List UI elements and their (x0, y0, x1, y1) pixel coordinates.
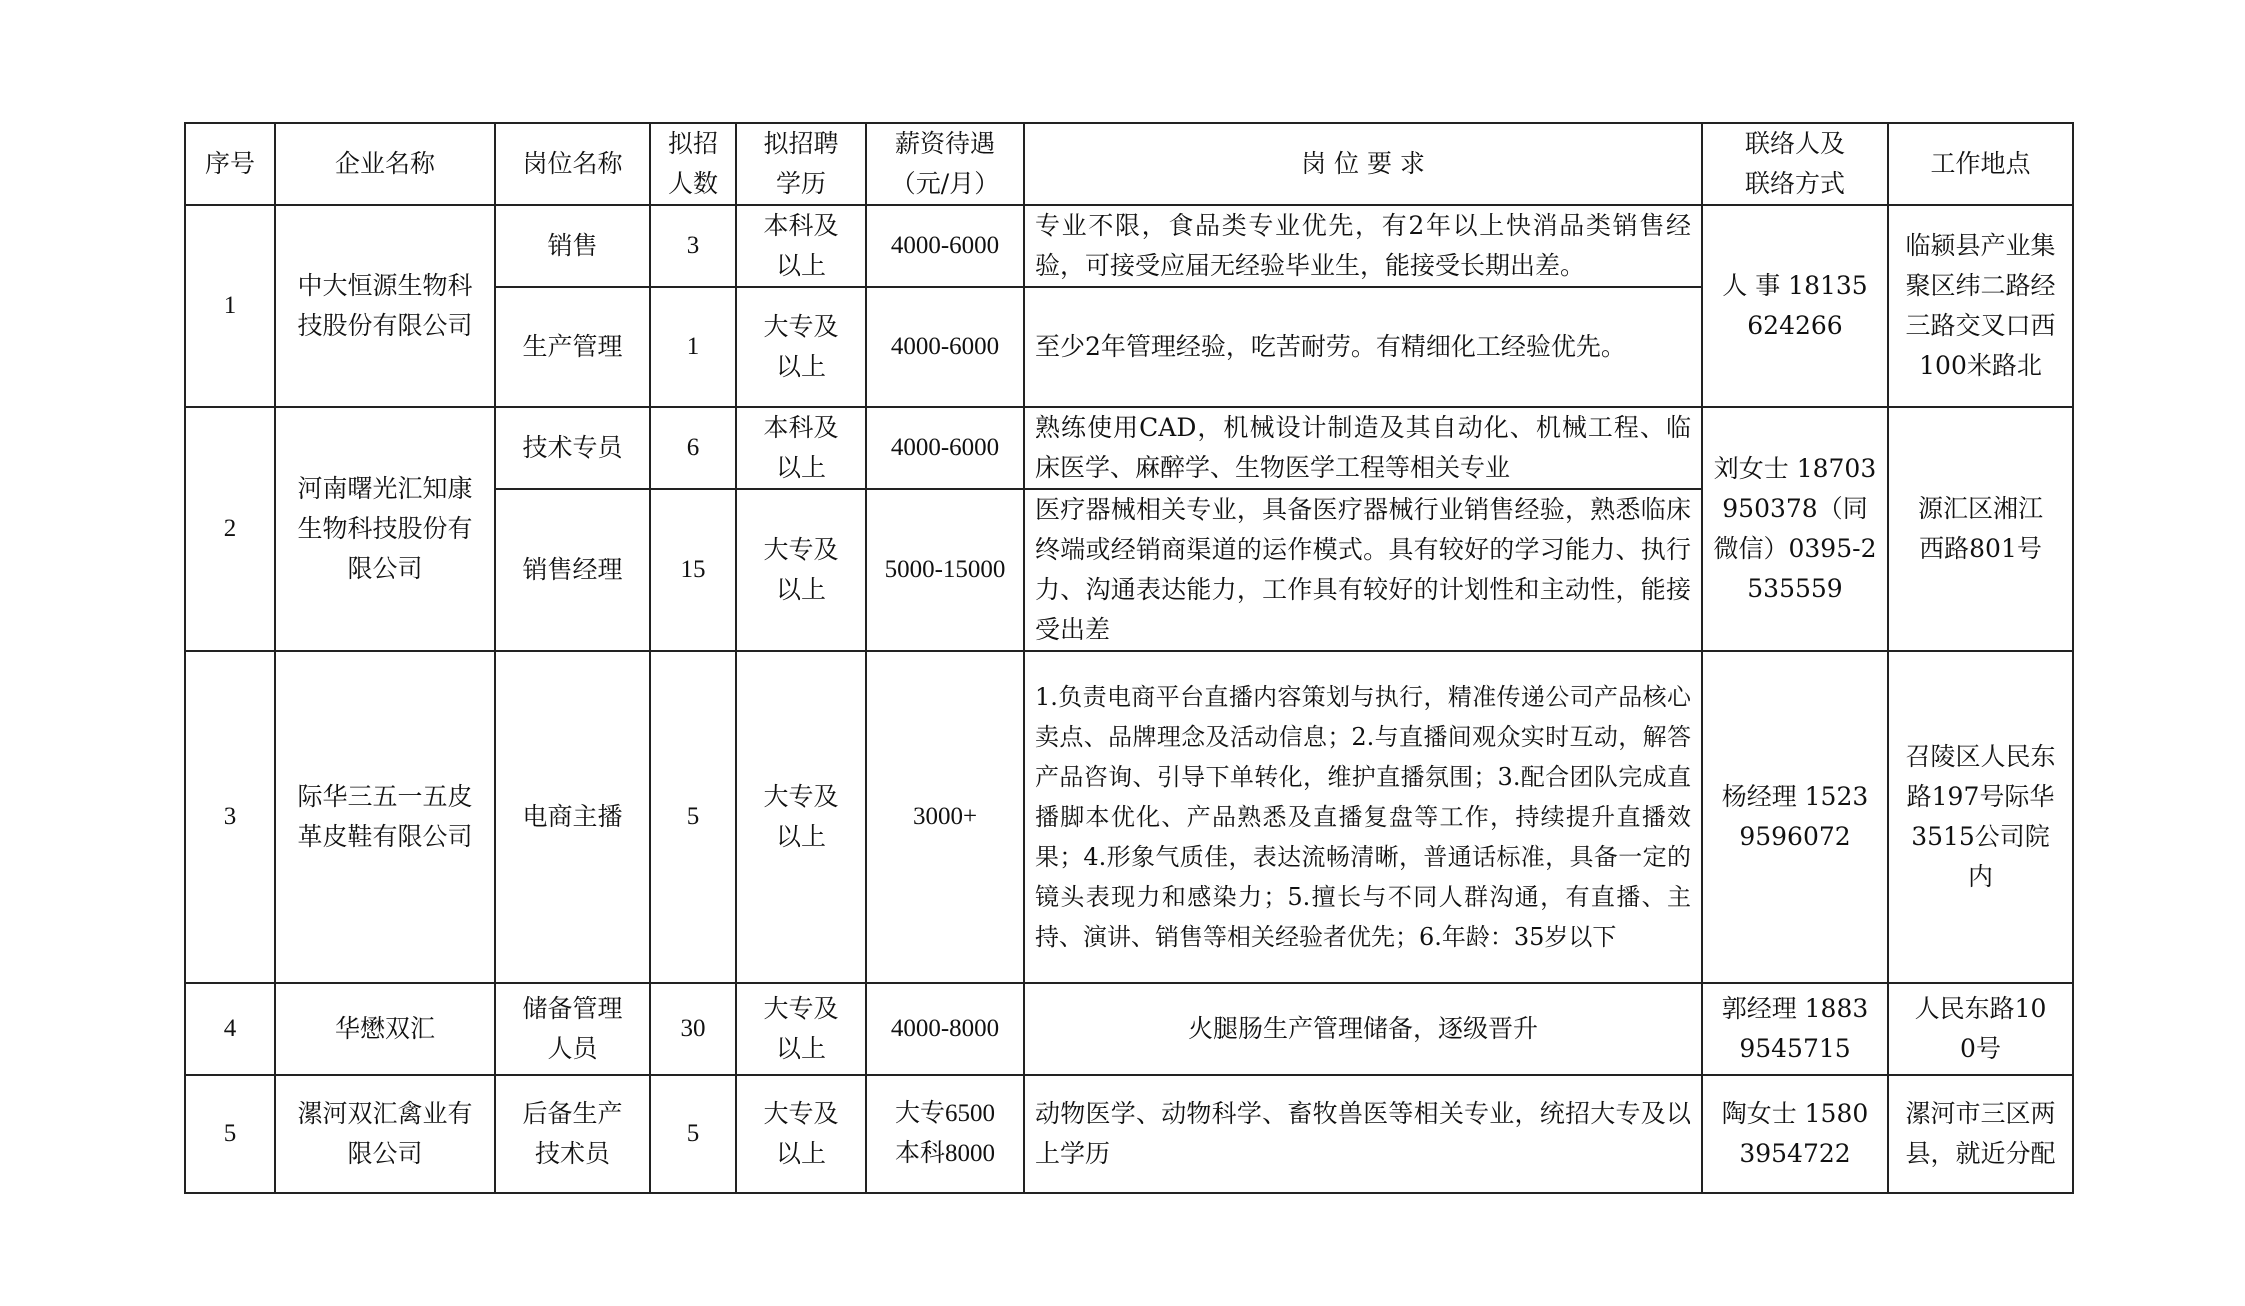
table-row (185, 651, 2073, 983)
salary-cell: 4000-6000 (866, 287, 1024, 407)
position-cell: 销售经理 (495, 489, 650, 651)
header-count: 拟招人数 (650, 123, 736, 205)
position-cell: 生产管理 (495, 287, 650, 407)
header-row (185, 123, 2073, 205)
seq-cell: 1 (185, 205, 275, 407)
header-salary: 薪资待遇（元/月） (866, 123, 1024, 205)
requirements-cell: 火腿肠生产管理储备，逐级晋升 (1024, 983, 1702, 1075)
location-cell: 源汇区湘江西路801号 (1888, 407, 2073, 651)
position-cell: 销售 (495, 205, 650, 287)
education-cell: 本科及以上 (736, 407, 866, 489)
seq-cell: 2 (185, 407, 275, 651)
contact-cell: 人 事 18135624266 (1702, 205, 1888, 407)
table-row (185, 1075, 2073, 1193)
company-cell: 河南曙光汇知康生物科技股份有限公司 (275, 407, 495, 651)
location-cell: 召陵区人民东路197号际华3515公司院内 (1888, 651, 2073, 983)
table-row (185, 205, 2073, 287)
company-cell: 华懋双汇 (275, 983, 495, 1075)
salary-cell: 5000-15000 (866, 489, 1024, 651)
header-location: 工作地点 (1888, 123, 2073, 205)
count-cell: 15 (650, 489, 736, 651)
salary-cell: 3000+ (866, 651, 1024, 983)
count-cell: 1 (650, 287, 736, 407)
seq-cell: 5 (185, 1075, 275, 1193)
table-row (185, 983, 2073, 1075)
header-education: 拟招聘学历 (736, 123, 866, 205)
education-cell: 大专及以上 (736, 287, 866, 407)
company-cell: 中大恒源生物科技股份有限公司 (275, 205, 495, 407)
company-cell: 际华三五一五皮革皮鞋有限公司 (275, 651, 495, 983)
location-cell: 漯河市三区两县，就近分配 (1888, 1075, 2073, 1193)
requirements-cell: 至少2年管理经验，吃苦耐劳。有精细化工经验优先。 (1024, 287, 1702, 407)
location-cell: 人民东路100号 (1888, 983, 2073, 1075)
header-contact: 联络人及联络方式 (1702, 123, 1888, 205)
contact-cell: 刘女士 18703950378（同微信）0395-2535559 (1702, 407, 1888, 651)
count-cell: 3 (650, 205, 736, 287)
company-cell: 漯河双汇禽业有限公司 (275, 1075, 495, 1193)
position-cell: 技术专员 (495, 407, 650, 489)
salary-cell: 4000-6000 (866, 205, 1024, 287)
recruitment-table (184, 122, 2074, 1194)
header-seq: 序号 (185, 123, 275, 205)
education-cell: 大专及以上 (736, 983, 866, 1075)
contact-cell: 郭经理 18839545715 (1702, 983, 1888, 1075)
requirements-cell: 1.负责电商平台直播内容策划与执行，精准传递公司产品核心卖点、品牌理念及活动信息；2.与直播间观众实时互动，解答产品咨询、引导下单转化，维护直播氛围；3.配合团队完成直播脚本优化、产品熟悉及直播复盘等工作，持续提升直播效果；4.形象气质佳，表达流畅清晰，普通话标准，具备一定的镜头表现力和感染力；5.擅长与不同人群沟通，有直播、主持、演讲、销售等相关经验者优先；6.年龄：35岁以下 (1024, 651, 1702, 983)
position-cell: 储备管理人员 (495, 983, 650, 1075)
table-row (185, 407, 2073, 489)
count-cell: 6 (650, 407, 736, 489)
header-company: 企业名称 (275, 123, 495, 205)
requirements-cell: 动物医学、动物科学、畜牧兽医等相关专业，统招大专及以上学历 (1024, 1075, 1702, 1193)
education-cell: 大专及以上 (736, 651, 866, 983)
salary-cell: 4000-8000 (866, 983, 1024, 1075)
count-cell: 30 (650, 983, 736, 1075)
header-requirements: 岗 位 要 求 (1024, 123, 1702, 205)
requirements-cell: 医疗器械相关专业，具备医疗器械行业销售经验，熟悉临床终端或经销商渠道的运作模式。具有较好的学习能力、执行力、沟通表达能力，工作具有较好的计划性和主动性，能接受出差 (1024, 489, 1702, 651)
seq-cell: 4 (185, 983, 275, 1075)
seq-cell: 3 (185, 651, 275, 983)
education-cell: 大专及以上 (736, 489, 866, 651)
education-cell: 大专及以上 (736, 1075, 866, 1193)
location-cell: 临颍县产业集聚区纬二路经三路交叉口西100米路北 (1888, 205, 2073, 407)
requirements-cell: 熟练使用CAD，机械设计制造及其自动化、机械工程、临床医学、麻醉学、生物医学工程等相关专业 (1024, 407, 1702, 489)
position-cell: 后备生产技术员 (495, 1075, 650, 1193)
salary-cell: 4000-6000 (866, 407, 1024, 489)
position-cell: 电商主播 (495, 651, 650, 983)
salary-cell: 大专6500 本科8000 (866, 1075, 1024, 1193)
contact-cell: 杨经理 15239596072 (1702, 651, 1888, 983)
count-cell: 5 (650, 651, 736, 983)
header-position: 岗位名称 (495, 123, 650, 205)
contact-cell: 陶女士 15803954722 (1702, 1075, 1888, 1193)
count-cell: 5 (650, 1075, 736, 1193)
requirements-cell: 专业不限，食品类专业优先，有2年以上快消品类销售经验，可接受应届无经验毕业生，能接受长期出差。 (1024, 205, 1702, 287)
education-cell: 本科及以上 (736, 205, 866, 287)
